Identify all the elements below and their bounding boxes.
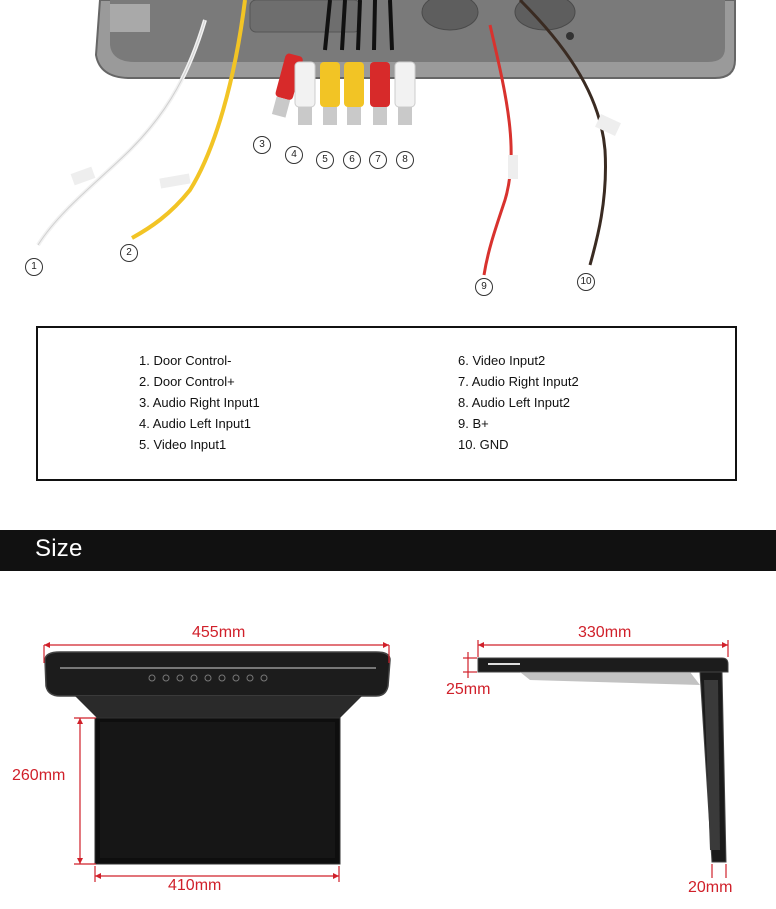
- legend-item: 1. Door Control-: [139, 353, 232, 368]
- callout-8: 8: [396, 151, 414, 169]
- dimension-lines: [44, 640, 728, 882]
- legend-column-left: [139, 350, 260, 455]
- legend-column-right: [458, 350, 579, 455]
- callout-1: 1: [25, 258, 43, 276]
- legend-item: 5. Video Input1: [139, 437, 227, 452]
- side-bracket: [520, 672, 700, 685]
- wire-tag-red: [508, 155, 518, 179]
- side-housing: [478, 658, 728, 672]
- wiring-legend: [36, 326, 737, 481]
- section-title: Size: [35, 535, 83, 562]
- callout-3: 3: [253, 136, 271, 154]
- label-sticker: [110, 4, 150, 32]
- legend-item: 8. Audio Left Input2: [458, 395, 571, 410]
- callout-9: 9: [475, 278, 493, 296]
- legend-item: 9. B+: [458, 416, 489, 431]
- front-buttons: [149, 675, 267, 681]
- legend-item: 6. Video Input2: [458, 353, 546, 368]
- front-hinge: [75, 696, 362, 718]
- wire-tag-yellow: [159, 173, 190, 188]
- side-panel: [700, 672, 726, 862]
- front-screen-glass: [100, 722, 335, 858]
- legend-item: 4. Audio Left Input1: [139, 416, 252, 431]
- legend-item: 2. Door Control+: [139, 374, 235, 389]
- dim-screen-height: 260mm: [12, 767, 66, 784]
- cable-illustration: [0, 0, 776, 310]
- dim-side-thickness: 25mm: [446, 681, 491, 698]
- legend-item: 7. Audio Right Input2: [458, 374, 579, 389]
- side-panel-edge: [704, 680, 720, 850]
- dim-panel-thickness: 20mm: [688, 879, 733, 896]
- cable-connector-photo: [0, 0, 776, 310]
- screw: [566, 32, 574, 40]
- size-section-header: [0, 530, 776, 571]
- dim-side-depth: 330mm: [578, 624, 632, 641]
- dimension-arrows: [44, 642, 728, 879]
- dim-front-width: 455mm: [192, 624, 246, 641]
- callout-7: 7: [369, 151, 387, 169]
- callout-2: 2: [120, 244, 138, 262]
- wire-tag-white: [71, 167, 96, 186]
- legend-item: 3. Audio Right Input1: [139, 395, 260, 410]
- front-housing: [45, 652, 390, 696]
- callout-5: 5: [316, 151, 334, 169]
- callout-4: 4: [285, 146, 303, 164]
- front-screen: [95, 718, 340, 864]
- callout-10: 10: [577, 273, 595, 291]
- legend-item: 10. GND: [458, 437, 509, 452]
- callout-6: 6: [343, 151, 361, 169]
- dim-screen-width: 410mm: [168, 877, 222, 894]
